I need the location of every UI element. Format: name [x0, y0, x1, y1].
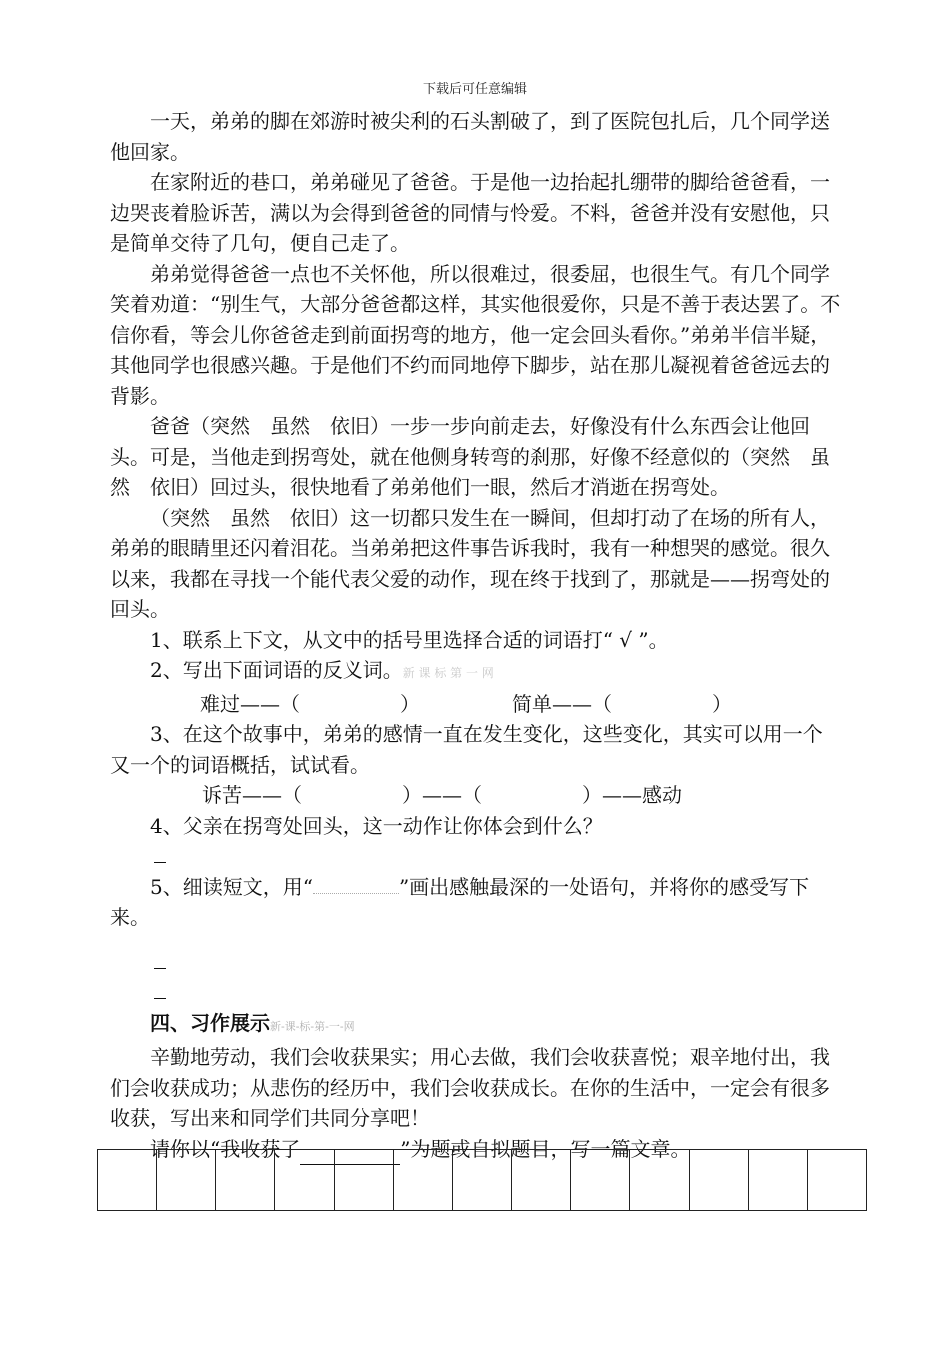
answer-line-q5-b[interactable]: [110, 977, 842, 1008]
wavy-underline-mark: [313, 877, 399, 894]
grid-cell[interactable]: [690, 1150, 749, 1210]
writing-grid[interactable]: [97, 1149, 867, 1211]
emotion-chain[interactable]: 诉苦——（ ）——（ ）——感动: [202, 783, 682, 807]
question-2-text: 2、写出下面词语的反义词。: [150, 658, 403, 682]
page-header: 下载后可任意编辑: [422, 81, 527, 96]
section-4-paragraph: 辛勤地劳动，我们会收获果实；用心去做，我们会收获喜悦；艰辛地付出，我们会收获成功；从悲伤的经历中，我们会收获成长。在你的生活中，一定会有很多收获，写出来和同学们共同分享吧！: [110, 1045, 830, 1130]
grid-cell[interactable]: [157, 1150, 216, 1210]
grid-cell[interactable]: [571, 1150, 630, 1210]
grid-cell[interactable]: [749, 1150, 808, 1210]
watermark-text: 新 课 标 第 一 网: [402, 666, 494, 680]
grid-cell[interactable]: [216, 1150, 275, 1210]
watermark-text-2: 新-课-标-第-一-网: [270, 1019, 355, 1033]
answer-line-q4[interactable]: [110, 841, 842, 872]
grid-cell[interactable]: [808, 1150, 866, 1210]
story-paragraph-4: 爸爸（突然 虽然 依旧）一步一步向前走去，好像没有什么东西会让他回头。可是，当他走到拐弯处，就在他侧身转弯的刹那，好像不经意似的（突然 虽然 依旧）回过头，很快地看了弟弟他们一眼，然后才消逝在拐弯处。: [110, 414, 830, 499]
grid-cell[interactable]: [394, 1150, 453, 1210]
question-5: 5、细读短文，用“ ”画出感触最深的一处语句，并将你的感受写下来。: [110, 874, 810, 929]
antonym-blank-2[interactable]: 简单——（ ）: [512, 691, 732, 716]
grid-cell[interactable]: [453, 1150, 512, 1210]
essay-prompt: 请你以“我收获了 ”为题或自拟题目，写一篇文章。: [110, 1134, 842, 1166]
story-paragraph-5: （突然 虽然 依旧）这一切都只发生在一瞬间，但却打动了在场的所有人，弟弟的眼睛里还闪着泪花。当弟弟把这件事告诉我时，我有一种想哭的感觉。很久以来，我都在寻找一个能代表父爱的动作，现在终于找到了，那就是——拐弯处的回头。: [110, 505, 830, 621]
story-paragraph-1: 一天，弟弟的脚在郊游时被尖利的石头割破了，到了医院包扎后，几个同学送他回家。: [110, 109, 830, 164]
antonym-blank-1[interactable]: 难过——（ ）: [200, 691, 420, 716]
grid-cell[interactable]: [275, 1150, 334, 1210]
worksheet-content: [110, 106, 842, 1165]
antonym-row: [110, 689, 842, 720]
grid-cell[interactable]: [98, 1150, 157, 1210]
grid-cell[interactable]: [335, 1150, 394, 1210]
story-paragraph-2: 在家附近的巷口，弟弟碰见了爸爸。于是他一边抬起扎绷带的脚给爸爸看，一边哭丧着脸诉苦，满以为会得到爸爸的同情与怜爱。不料，爸爸并没有安慰他，只是简单交待了几句，便自己走了。: [110, 170, 830, 255]
section-4-title: 四、习作展示新-课-标-第-一-网: [150, 1010, 355, 1035]
answer-line-q5-a[interactable]: [110, 947, 842, 978]
question-2: [110, 655, 842, 689]
question-1: 1、联系上下文，从文中的括号里选择合适的词语打“ √ ”。: [150, 627, 669, 652]
story-paragraph-3: 弟弟觉得爸爸一点也不关怀他，所以很难过，很委屈，也很生气。有几个同学笑着劝道：“别生气，大部分爸爸都这样，其实他很爱你，只是不善于表达罢了。不信你看，等会儿你爸爸走到前面拐弯的地方，他一定会回头看你。”弟弟半信半疑，其他同学也很感兴趣。于是他们不约而同地停下脚步，站在那儿凝视着爸爸远去的背影。: [110, 261, 841, 408]
grid-cell[interactable]: [630, 1150, 689, 1210]
question-3: 3、在这个故事中，弟弟的感情一直在发生变化，这些变化，其实可以用一个又一个的词语概括，试试看。: [110, 722, 823, 777]
question-4: 4、父亲在拐弯处回头，这一动作让你体会到什么？: [150, 813, 603, 838]
grid-cell[interactable]: [512, 1150, 571, 1210]
